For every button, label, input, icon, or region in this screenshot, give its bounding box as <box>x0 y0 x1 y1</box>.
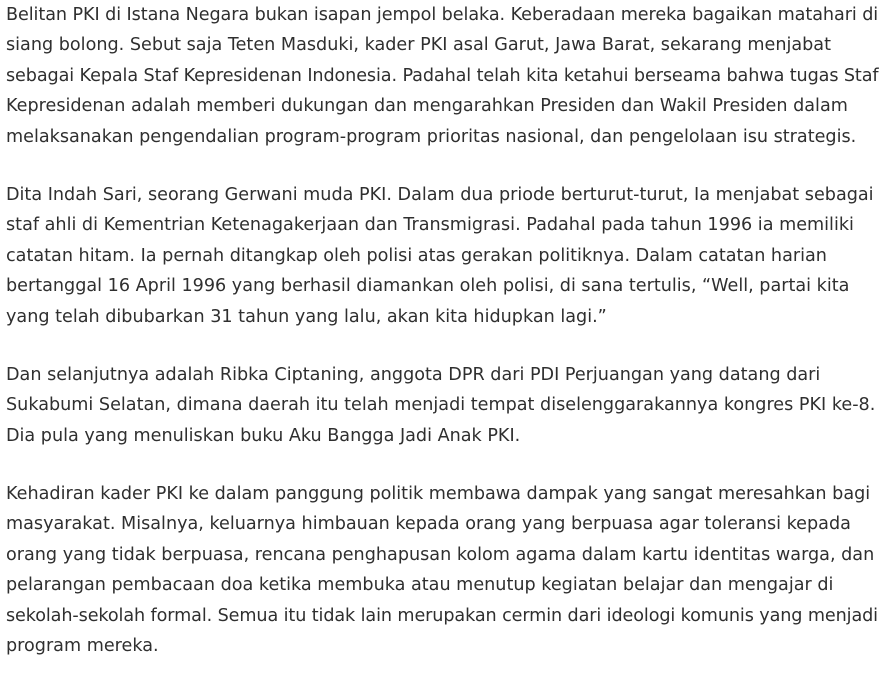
text-line: sekolah-sekolah formal. Semua itu tidak lain merupakan cermin dari ideologi komunis yang menjadi <box>6 605 878 626</box>
text-line: Kehadiran kader PKI ke dalam panggung politik membawa dampak yang sangat meresahkan bagi <box>6 484 871 505</box>
text-line: Dia pula yang menuliskan buku Aku Bangga Jadi Anak PKI. <box>6 425 521 446</box>
text-line: yang telah dibubarkan 31 tahun yang lalu, akan kita hidupkan lagi.” <box>6 306 607 327</box>
paragraph-ribka-ciptaning <box>6 360 878 451</box>
article-body <box>6 0 878 689</box>
text-line: orang yang tidak berpuasa, rencana penghapusan kolom agama dalam kartu identitas warga, dan <box>6 544 875 565</box>
text-line: Kepresidenan adalah memberi dukungan dan mengarahkan Presiden dan Wakil Presiden dalam <box>6 96 848 117</box>
text-line: pelarangan pembacaan doa ketika membuka atau menutup kegiatan belajar dan mengajar di <box>6 575 834 596</box>
paragraph-kehadiran-kader <box>6 479 878 661</box>
text-line: catatan hitam. Ia pernah ditangkap oleh polisi atas gerakan politiknya. Dalam catatan harian <box>6 245 827 266</box>
paragraph-dita-indah-sari <box>6 180 878 332</box>
text-line: Dan selanjutnya adalah Ribka Ciptaning, anggota DPR dari PDI Perjuangan yang datang dari <box>6 364 821 385</box>
text-line: program mereka. <box>6 636 159 657</box>
text-line: sebagai Kepala Staf Kepresidenan Indonesia. Padahal telah kita ketahui berseama bahwa tugas Staf <box>6 65 879 86</box>
text-line: bertanggal 16 April 1996 yang berhasil diamankan oleh polisi, di sana tertulis, “Well, partai kita <box>6 276 850 297</box>
text-line: Sukabumi Selatan, dimana daerah itu telah menjadi tempat diselenggarakannya kongres PKI ke-8. <box>6 395 876 416</box>
text-line: staf ahli di Kementrian Ketenagakerjaan dan Transmigrasi. Padahal pada tahun 1996 ia memiliki <box>6 215 854 236</box>
text-line: Belitan PKI di Istana Negara bukan isapan jempol belaka. Keberadaan mereka bagaikan matahari di <box>6 5 879 25</box>
paragraph-teten-masduki <box>6 0 878 152</box>
text-line: melaksanakan pengendalian program-program prioritas nasional, dan pengelolaan isu strategis. <box>6 126 857 147</box>
text-line: siang bolong. Sebut saja Teten Masduki, kader PKI asal Garut, Jawa Barat, sekarang menjabat <box>6 35 831 56</box>
text-line: masyarakat. Misalnya, keluarnya himbauan kepada orang yang berpuasa agar toleransi kepada <box>6 514 851 535</box>
text-line: Dita Indah Sari, seorang Gerwani muda PKI. Dalam dua priode berturut-turut, Ia menjabat sebagai <box>6 184 874 205</box>
